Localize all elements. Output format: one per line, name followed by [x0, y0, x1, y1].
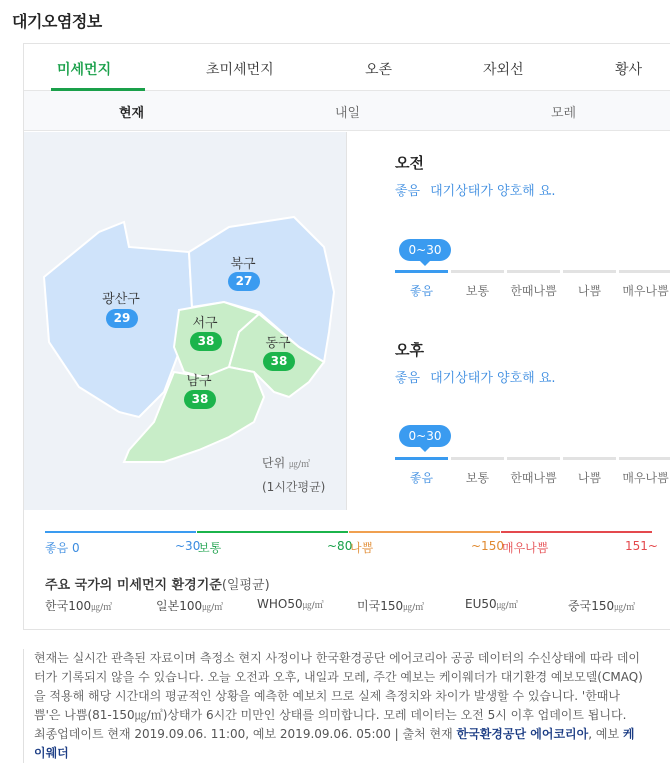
- forecast-am-range-bubble: 0~30: [399, 239, 451, 261]
- district-value-gwangsan: 29: [106, 309, 138, 328]
- standards-title: 주요 국가의 미세먼지 환경기준(일평균): [45, 578, 270, 593]
- district-name-buk: 북구: [230, 257, 256, 272]
- legend-bar-bad: [349, 531, 500, 533]
- tab-ultrafine-dust[interactable]: 초미세먼지: [206, 62, 274, 78]
- scale-label-very-bad: 매우나쁨: [622, 471, 669, 485]
- scale-label-sometimes-bad: 한때나쁨: [510, 284, 557, 298]
- legend-bar-good: [45, 531, 196, 533]
- legend-bad-max: ~150: [471, 539, 504, 553]
- scale-label-very-bad: 매우나쁨: [622, 284, 669, 298]
- standard-japan: 일본100㎍/㎥: [156, 599, 224, 613]
- standard-usa: 미국150㎍/㎥: [357, 599, 425, 613]
- scale-seg: [451, 270, 504, 273]
- district-value-seo: 38: [190, 332, 222, 351]
- tab-yellow-dust[interactable]: 황사: [615, 62, 643, 78]
- scale-label-normal: 보통: [465, 284, 490, 298]
- scale-seg: [395, 270, 448, 273]
- forecast-pm: [371, 322, 670, 512]
- district-name-nam: 남구: [186, 374, 212, 389]
- legend-bar-very-bad: [501, 531, 652, 533]
- data-notice: [23, 649, 643, 763]
- forecast-pm-status: 좋음 대기상태가 양호해 요.: [395, 371, 556, 386]
- air-quality-panel: [23, 43, 670, 630]
- legend-normal-label: 보통: [198, 541, 222, 555]
- pollutant-tabs: [24, 44, 670, 91]
- tab-now[interactable]: 현재: [119, 106, 145, 121]
- legend-good-max: ~30: [175, 539, 201, 553]
- tab-ozone[interactable]: 오존: [365, 62, 393, 78]
- district-name-dong: 동구: [265, 336, 291, 351]
- notice-update: 최종업데이트 현재 2019.09.06. 11:00, 예보 2019.09.06. 05:00 | 출처 현재 한국환경공단 에어코리아, 예보 케이웨더: [34, 727, 635, 760]
- unit-label: 단위 ㎍/㎥: [262, 456, 311, 470]
- district-value-dong: 38: [263, 352, 295, 371]
- standard-korea: 한국100㎍/㎥: [45, 599, 113, 613]
- scale-label-normal: 보통: [465, 471, 490, 485]
- tab-uv[interactable]: 자외선: [483, 62, 524, 78]
- forecast-am-title: 오전: [395, 154, 424, 172]
- forecast-am: [371, 132, 670, 322]
- scale-label-bad: 나쁨: [577, 471, 602, 485]
- standard-eu: EU50㎍/㎥: [465, 597, 518, 611]
- grade-legend: [24, 510, 670, 631]
- source-link-airkorea[interactable]: 한국환경공단 에어코리아: [456, 727, 589, 741]
- notice-body: 현재는 실시간 관측된 자료이며 측정소 현지 사정이나 한국환경공단 에어코리아 공공 데이터의 수신상태에 따라 데이터가 기록되지 않을 수 있습니다. 오늘 오전과 오후, 내일과 모레, 주간 예보는 케이웨더가 대기환경 예보모델(CMAQ)을 적용해 해당 시간대의 평균적인 상황을 예측한 예보치 므로 실제 측정치와 차이가 발생할 수 있습니다. '한때나쁨'은 나쁨(81-150㎍/㎥)상태가 6시간 미만인 상태를 의미합니다. 모레 데이터는 오전 5시 이후 업데이트 됩니다.: [34, 651, 643, 722]
- scale-label-good: 좋음: [409, 471, 434, 485]
- scale-seg: [507, 270, 560, 273]
- page-title: 대기오염정보: [12, 12, 102, 31]
- scale-seg: [563, 270, 616, 273]
- forecast-pm-title: 오후: [395, 341, 424, 359]
- tab-tomorrow[interactable]: 내일: [335, 106, 361, 121]
- district-name-seo: 서구: [192, 316, 218, 331]
- forecast-pm-scale: [395, 457, 670, 497]
- legend-very-bad-label: 매우나쁨: [502, 541, 549, 555]
- forecast-am-scale: [395, 270, 670, 310]
- forecast-am-status: 좋음 대기상태가 양호해 요.: [395, 184, 556, 199]
- scale-seg: [563, 457, 616, 460]
- district-value-buk: 27: [228, 272, 260, 291]
- district-name-gwangsan: 광산구: [102, 292, 140, 307]
- scale-label-bad: 나쁨: [577, 284, 602, 298]
- scale-seg: [395, 457, 448, 460]
- scale-label-good: 좋음: [409, 284, 434, 298]
- scale-seg: [619, 270, 670, 273]
- standard-china: 중국150㎍/㎥: [568, 599, 636, 613]
- legend-good-label: 좋음 0: [45, 541, 80, 555]
- legend-bar-normal: [197, 531, 348, 533]
- tab-day-after[interactable]: 모레: [551, 106, 577, 121]
- forecast-pm-range-bubble: 0~30: [399, 425, 451, 447]
- district-map: [24, 132, 347, 510]
- scale-seg: [451, 457, 504, 460]
- legend-bad-label: 나쁨: [350, 541, 374, 555]
- scale-label-sometimes-bad: 한때나쁨: [510, 471, 557, 485]
- day-tabs: [24, 91, 670, 131]
- legend-very-bad-max: 151~: [625, 539, 658, 553]
- tab-fine-dust[interactable]: 미세먼지: [57, 62, 112, 78]
- legend-normal-max: ~80: [327, 539, 353, 553]
- scale-seg: [507, 457, 560, 460]
- standard-who: WHO50㎍/㎥: [257, 597, 324, 611]
- source-link-kweather[interactable]: 케이웨더: [34, 727, 635, 760]
- district-value-nam: 38: [184, 390, 216, 409]
- scale-seg: [619, 457, 670, 460]
- unit-note: (1시간평균): [262, 480, 326, 494]
